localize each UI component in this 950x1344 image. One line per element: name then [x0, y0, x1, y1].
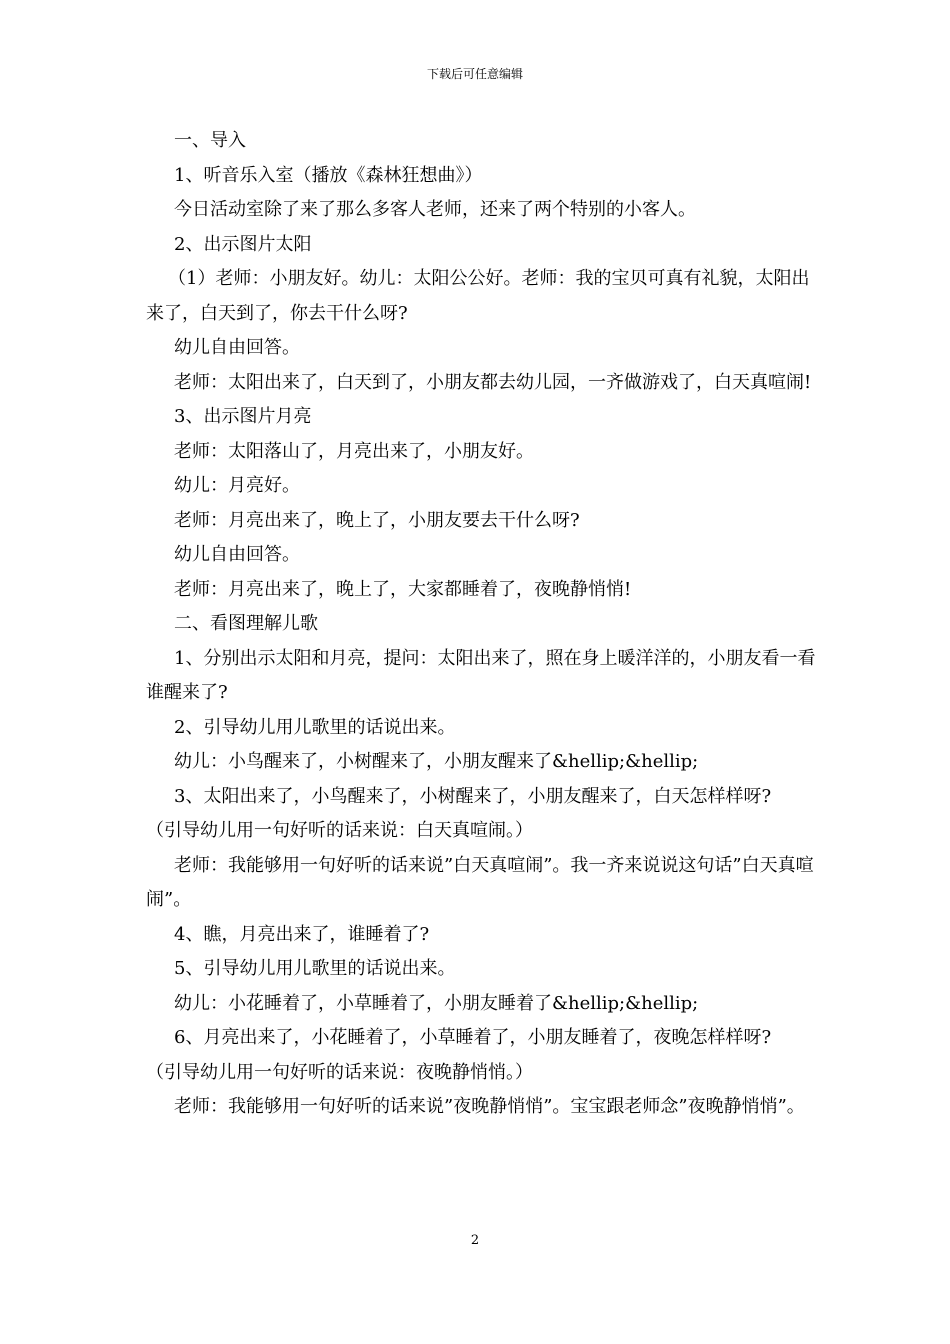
paragraph: 3、太阳出来了，小鸟醒来了，小树醒来了，小朋友醒来了，白天怎样样呀? — [174, 785, 772, 807]
paragraph: 幼儿：小花睡着了，小草睡着了，小朋友睡着了&hellip;&hellip; — [174, 992, 699, 1014]
paragraph: 幼儿：月亮好。 — [174, 475, 300, 496]
paragraph: （引导幼儿用一句好听的话来说：白天真喧闹。） — [146, 820, 533, 841]
page-header: 下载后可任意编辑 — [426, 67, 523, 81]
paragraph: 老师：我能够用一句好听的话来说”夜晚静悄悄”。宝宝跟老师念”夜晚静悄悄”。 — [174, 1096, 805, 1117]
paragraph: （引导幼儿用一句好听的话来说：夜晚静悄悄。） — [146, 1061, 533, 1083]
section-heading-intro: 一、导入 — [174, 130, 246, 151]
paragraph: 6、月亮出来了，小花睡着了，小草睡着了，小朋友睡着了，夜晚怎样样呀? — [174, 1027, 772, 1048]
paragraph: 幼儿：小鸟醒来了，小树醒来了，小朋友醒来了&hellip;&hellip; — [174, 751, 699, 772]
paragraph: 老师：太阳出来了，白天到了，小朋友都去幼儿园，一齐做游戏了，白天真喧闹! — [174, 371, 812, 393]
page-number: 2 — [470, 1233, 480, 1248]
document-body — [146, 124, 816, 1125]
paragraph: 幼儿自由回答。 — [174, 544, 300, 565]
paragraph: 幼儿自由回答。 — [174, 337, 300, 358]
paragraph: 5、引导幼儿用儿歌里的话说出来。 — [174, 958, 456, 979]
paragraph: 4、瞧，月亮出来了，谁睡着了? — [174, 923, 430, 945]
paragraph: （1）老师：小朋友好。幼儿：太阳公公好。老师：我的宝贝可真有礼貌，太阳出来了，白天到了，你去干什么呀? — [146, 268, 810, 324]
paragraph: 今日活动室除了来了那么多客人老师，还来了两个特别的小客人。 — [174, 199, 696, 220]
section-heading-understanding: 二、看图理解儿歌 — [174, 613, 318, 634]
paragraph: 2、出示图片太阳 — [174, 233, 312, 255]
paragraph: 老师：月亮出来了，晚上了，大家都睡着了，夜晚静悄悄! — [174, 578, 632, 600]
paragraph: 老师：太阳落山了，月亮出来了，小朋友好。 — [174, 440, 534, 462]
paragraph: 2、引导幼儿用儿歌里的话说出来。 — [174, 716, 456, 738]
paragraph: 1、听音乐入室（播放《森林狂想曲》） — [174, 164, 483, 186]
paragraph: 老师：我能够用一句好听的话来说”白天真喧闹”。我一齐来说说这句话”白天真喧闹”。 — [146, 854, 814, 910]
paragraph: 老师：月亮出来了，晚上了，小朋友要去干什么呀? — [174, 509, 580, 531]
paragraph: 1、分别出示太阳和月亮，提问：太阳出来了，照在身上暖洋洋的，小朋友看一看谁醒来了? — [146, 647, 816, 703]
paragraph: 3、出示图片月亮 — [174, 406, 312, 427]
